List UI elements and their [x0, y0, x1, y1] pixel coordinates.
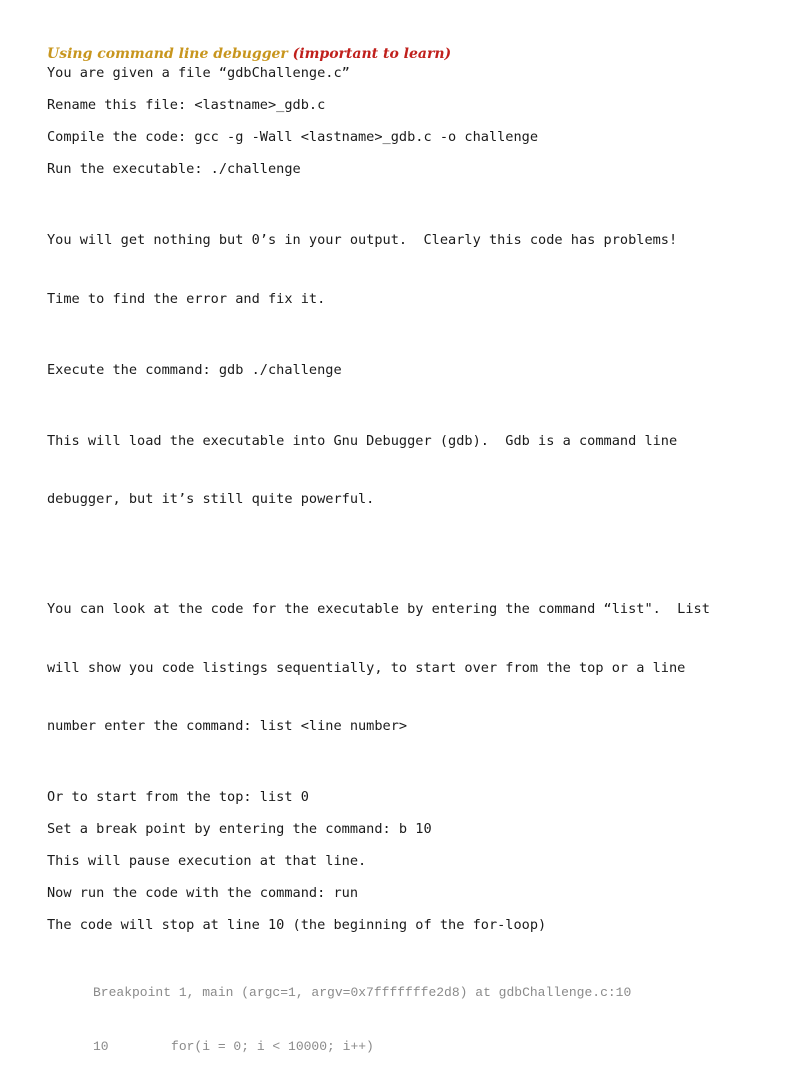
paragraph-run: [47, 160, 767, 180]
paragraph-line: Now run the code with the command: run: [47, 885, 358, 901]
paragraph-line: will show you code listings sequentially, to start over from the top or a line: [47, 659, 686, 676]
paragraph-execute-gdb: [47, 361, 767, 381]
paragraph-line: Run the executable: ./challenge: [47, 161, 301, 177]
terminal-line: Breakpoint 1, main (argc=1, argv=0x7fffffffe2d8) at gdbChallenge.c:10: [93, 985, 632, 1000]
paragraph-line: You will get nothing but 0’s in your output. Clearly this code has problems!: [47, 232, 678, 248]
paragraph-rename: [47, 96, 767, 116]
paragraph-breakpoint: [47, 820, 767, 840]
document-page: [47, 44, 767, 1092]
terminal-output: [47, 948, 767, 1092]
paragraph-run-command: [47, 884, 767, 904]
paragraph-gdb-load: [47, 393, 767, 549]
heading-note: (important to learn): [292, 46, 452, 62]
paragraph-pause: [47, 852, 767, 872]
paragraph-line: You can look at the code for the executable by entering the command “list". List: [47, 601, 710, 617]
paragraph-line: Rename this file: <lastname>_gdb.c: [47, 97, 326, 113]
section-heading: [47, 44, 767, 64]
paragraph-line: The code will stop at line 10 (the beginning of the for-loop): [47, 917, 547, 933]
paragraph-line: debugger, but it’s still quite powerful.: [47, 491, 375, 507]
paragraph-line: This will pause execution at that line.: [47, 853, 367, 869]
paragraph-output-zeros: [47, 192, 767, 348]
paragraph-list-zero: [47, 788, 767, 808]
paragraph-line: You are given a file “gdbChallenge.c”: [47, 65, 350, 81]
paragraph-line: Set a break point by entering the command: b 10: [47, 821, 432, 837]
terminal-line: 10 for(i = 0; i < 10000; i++): [93, 1039, 374, 1054]
paragraph-stop-line: [47, 916, 767, 936]
paragraph-given-file: [47, 64, 767, 84]
paragraph-line: Time to find the error and fix it.: [47, 290, 326, 307]
heading-title: Using command line debugger: [47, 46, 288, 62]
paragraph-line: number enter the command: list <line number>: [47, 718, 408, 734]
paragraph-line: This will load the executable into Gnu Debugger (gdb). Gdb is a command line: [47, 432, 678, 449]
paragraph-line: Execute the command: gdb ./challenge: [47, 361, 342, 378]
paragraph-list-command: [47, 561, 767, 776]
paragraph-line: Or to start from the top: list 0: [47, 789, 309, 805]
paragraph-compile: [47, 128, 767, 148]
paragraph-line: Compile the code: gcc -g -Wall <lastname>_gdb.c -o challenge: [47, 129, 539, 145]
